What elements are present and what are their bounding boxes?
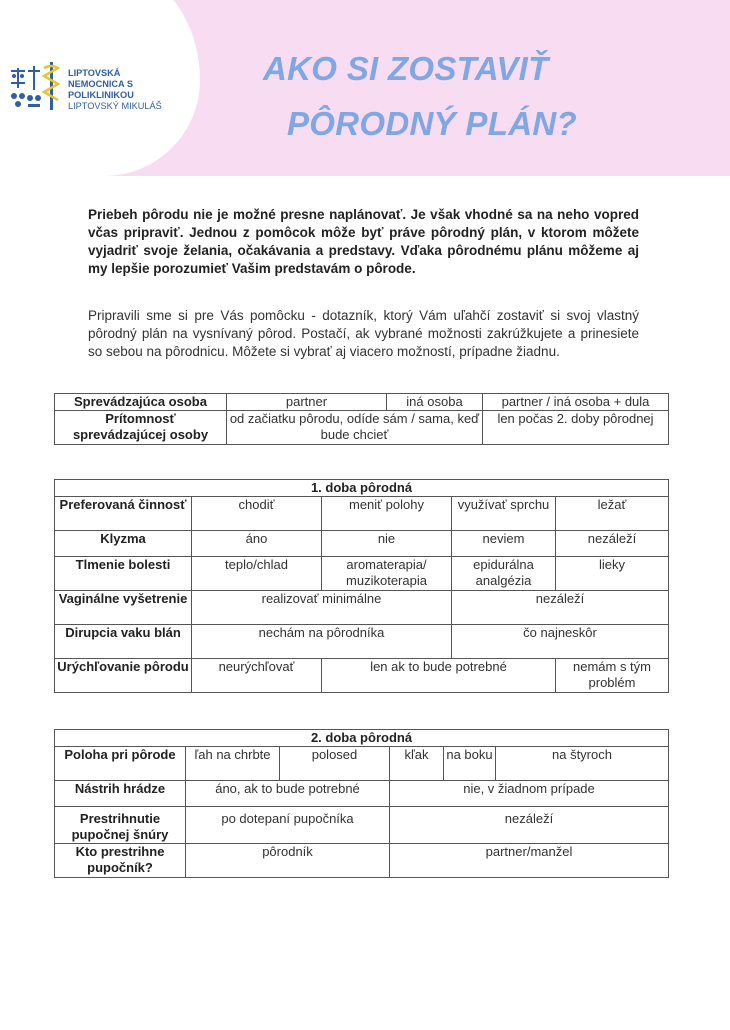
table-row bbox=[55, 557, 669, 591]
intro-paragraph-bold: Priebeh pôrodu nie je možné presne naplánovať. Je však vhodné sa na neho vopred včas pripraviť. Jednou z pomôcok môže byť práve pôrodný plán, v ktorom môžete vyjadriť svoje želania, očakávania a predstavy. Vďaka pôrodnému plánu môžeme aj my lepšie porozumieť Vašim predstavám o pôrode. bbox=[88, 207, 639, 276]
table-row bbox=[55, 531, 669, 557]
table-heading-row bbox=[55, 480, 669, 497]
option-cell[interactable]: áno, ak to bude potrebné bbox=[186, 781, 390, 807]
companion-table bbox=[54, 393, 669, 445]
table-row bbox=[55, 394, 669, 411]
option-cell[interactable]: aromaterapia/ muzikoterapia bbox=[322, 557, 452, 591]
option-cell[interactable]: ľah na chrbte bbox=[186, 747, 280, 781]
option-cell[interactable]: len počas 2. doby pôrodnej bbox=[483, 411, 669, 445]
row-label: Urýchľovanie pôrodu bbox=[55, 659, 192, 693]
option-cell[interactable]: epidurálna analgézia bbox=[452, 557, 556, 591]
intro-paragraph: Pripravili sme si pre Vás pomôcku - dotazník, ktorý Vám uľahčí zostaviť si svoj vlastný pôrodný plán na vysnívaný pôrod. Postačí, ak vybrané možnosti zakrúžkujete a prinesiete so sebou na pôrodnicu. Môžete si vybrať aj viacero možností, prípadne žiadnu. bbox=[88, 308, 639, 359]
option-cell[interactable]: meniť polohy bbox=[322, 497, 452, 531]
option-cell[interactable]: nechám na pôrodníka bbox=[192, 625, 452, 659]
page-title-line-2: PÔRODNÝ PLÁN? bbox=[287, 105, 577, 142]
table-row bbox=[55, 625, 669, 659]
option-cell[interactable]: nie, v žiadnom prípade bbox=[390, 781, 669, 807]
table-row bbox=[55, 844, 669, 878]
logo-line-2: NEMOCNICA S POLIKLINIKOU bbox=[68, 79, 134, 100]
table-row bbox=[55, 497, 669, 531]
second-stage-table bbox=[54, 729, 669, 878]
option-cell[interactable]: partner / iná osoba + dula bbox=[483, 394, 669, 411]
option-cell[interactable]: áno bbox=[192, 531, 322, 557]
table-heading: 2. doba pôrodná bbox=[55, 730, 669, 747]
row-label: Sprevádzajúca osoba bbox=[55, 394, 227, 411]
table-row bbox=[55, 411, 669, 445]
option-cell[interactable]: kľak bbox=[390, 747, 444, 781]
option-cell-end[interactable]: nemám s tým problém bbox=[556, 659, 669, 693]
table-row bbox=[55, 591, 669, 625]
table-heading: 1. doba pôrodná bbox=[55, 480, 669, 497]
logo-line-3: LIPTOVSKÝ MIKULÁŠ bbox=[68, 101, 162, 111]
option-cell[interactable]: na boku bbox=[444, 747, 496, 781]
option-cell[interactable]: polosed bbox=[280, 747, 390, 781]
option-cell[interactable]: chodiť bbox=[192, 497, 322, 531]
row-label: Tlmenie bolesti bbox=[55, 557, 192, 591]
option-cell[interactable]: po dotepaní pupočníka bbox=[186, 807, 390, 844]
option-cell[interactable]: nezáleží bbox=[556, 531, 669, 557]
option-cell[interactable]: len ak to bude potrebné bbox=[322, 659, 556, 693]
option-cell[interactable]: čo najneskôr bbox=[452, 625, 669, 659]
option-cell[interactable]: realizovať minimálne bbox=[192, 591, 452, 625]
logo-line-1: LIPTOVSKÁ bbox=[68, 68, 121, 78]
table-row bbox=[55, 659, 669, 693]
option-cell[interactable]: teplo/chlad bbox=[192, 557, 322, 591]
row-label: Dirupcia vaku blán bbox=[55, 625, 192, 659]
row-label: Vaginálne vyšetrenie bbox=[55, 591, 192, 625]
option-cell[interactable]: lieky bbox=[556, 557, 669, 591]
table-row bbox=[55, 747, 669, 781]
table-row bbox=[55, 807, 669, 844]
row-label: Kto prestrihne pupočník? bbox=[55, 844, 186, 878]
row-label: Prestrihnutie pupočnej šnúry bbox=[55, 807, 186, 844]
table-heading-row bbox=[55, 730, 669, 747]
option-cell[interactable]: partner bbox=[227, 394, 387, 411]
first-stage-table bbox=[54, 479, 669, 693]
option-cell[interactable]: na štyroch bbox=[496, 747, 669, 781]
option-cell[interactable]: nie bbox=[322, 531, 452, 557]
row-label: Nástrih hrádze bbox=[55, 781, 186, 807]
option-cell[interactable]: pôrodník bbox=[186, 844, 390, 878]
option-cell[interactable]: neurýchľovať bbox=[192, 659, 322, 693]
option-cell[interactable]: neviem bbox=[452, 531, 556, 557]
row-label: Poloha pri pôrode bbox=[55, 747, 186, 781]
row-label: Klyzma bbox=[55, 531, 192, 557]
row-label: Prítomnosť sprevádzajúcej osoby bbox=[55, 411, 227, 445]
row-label: Preferovaná činnosť bbox=[55, 497, 192, 531]
option-cell[interactable]: využívať sprchu bbox=[452, 497, 556, 531]
option-cell[interactable]: nezáleží bbox=[390, 807, 669, 844]
option-cell[interactable]: nezáleží bbox=[452, 591, 669, 625]
hospital-logo bbox=[10, 58, 200, 118]
page-title-line-1: AKO SI ZOSTAVIŤ bbox=[263, 50, 549, 87]
table-row bbox=[55, 781, 669, 807]
option-cell[interactable]: od začiatku pôrodu, odíde sám / sama, keď bude chcieť bbox=[227, 411, 483, 445]
option-cell[interactable]: partner/manžel bbox=[390, 844, 669, 878]
option-cell[interactable]: iná osoba bbox=[387, 394, 483, 411]
caduceus-icon bbox=[44, 62, 58, 110]
hospital-emblem-icon bbox=[10, 60, 60, 112]
option-cell[interactable]: ležať bbox=[556, 497, 669, 531]
